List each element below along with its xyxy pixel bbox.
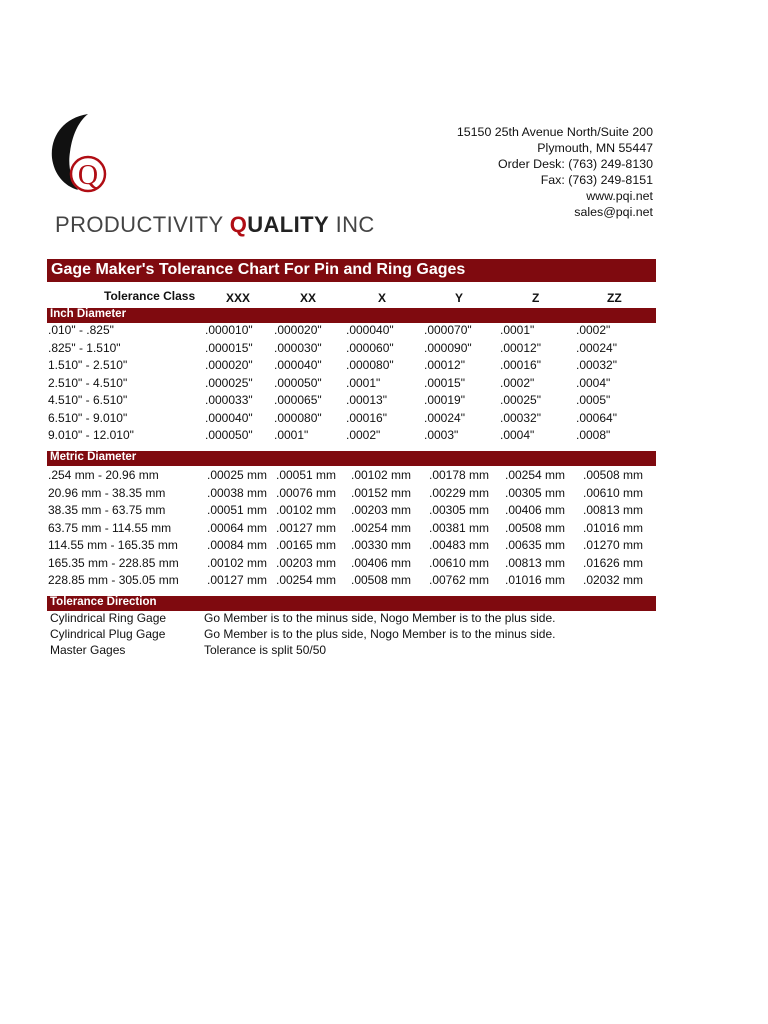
direction-text: Go Member is to the plus side, Nogo Member is to the minus side.: [204, 627, 556, 641]
range-cell: 9.010" - 12.010": [48, 428, 134, 442]
direction-row: [0, 627, 768, 643]
tolerance-cell: .00406 mm: [505, 503, 566, 517]
class-xxx: XXX: [226, 291, 251, 305]
tolerance-cell: .00084 mm: [207, 538, 268, 552]
page-title: Gage Maker's Tolerance Chart For Pin and Ring Gages: [51, 261, 466, 278]
table-row: [0, 428, 768, 445]
range-cell: 4.510" - 6.510": [48, 393, 128, 407]
tolerance-cell: .00203 mm: [276, 555, 337, 570]
tolerance-cell: .00178 mm: [429, 468, 490, 482]
tolerance-cell: .000070": [424, 323, 472, 337]
address-block: [457, 124, 653, 220]
tolerance-cell: .00012": [424, 358, 465, 372]
tolerance-cell: .00229 mm: [429, 485, 490, 500]
direction-text: Go Member is to the minus side, Nogo Member is to the plus side.: [204, 611, 556, 625]
tolerance-class-label: Tolerance Class: [104, 289, 196, 303]
inch-diameter-heading: Inch Diameter: [50, 308, 127, 320]
table-row: [0, 503, 768, 520]
table-row: [0, 411, 768, 428]
tolerance-cell: .00254 mm: [351, 520, 412, 535]
address-street: 15150 25th Avenue North/Suite 200: [456, 125, 653, 139]
tolerance-cell: .01270 mm: [583, 538, 644, 552]
tolerance-cell: .00254 mm: [276, 573, 337, 587]
tolerance-direction-heading: Tolerance Direction: [50, 596, 157, 608]
tolerance-direction-bar: [47, 596, 656, 611]
tolerance-cell: .00406 mm: [351, 555, 412, 570]
range-cell: 63.75 mm - 114.55 mm: [48, 520, 172, 535]
gage-type-label: Cylindrical Ring Gage: [50, 611, 167, 625]
inch-diameter-bar: [47, 308, 656, 323]
gage-type-label: Master Gages: [50, 643, 126, 657]
tolerance-cell: .0005": [576, 393, 611, 407]
direction-row: [0, 643, 768, 659]
range-cell: .010" - .825": [48, 323, 114, 337]
tolerance-cell: .00025 mm: [207, 468, 268, 482]
tolerance-cell: .00025": [500, 393, 541, 407]
table-row: [0, 573, 768, 590]
tolerance-cell: .00127 mm: [207, 573, 268, 587]
class-xx: XX: [300, 291, 317, 305]
tolerance-cell: .0001": [346, 375, 381, 390]
company-name: [55, 212, 375, 238]
range-cell: 2.510" - 4.510": [48, 375, 128, 390]
tolerance-cell: .00508 mm: [351, 573, 412, 587]
tolerance-cell: .02032 mm: [583, 573, 644, 587]
tolerance-cell: .00610 mm: [429, 555, 490, 570]
tolerance-cell: .0004": [500, 428, 535, 442]
table-row: [0, 341, 768, 358]
tolerance-cell: .000040": [205, 410, 253, 425]
table-row: [0, 393, 768, 410]
company-name-part1: PRODUCTIVITY: [55, 212, 230, 237]
tolerance-cell: .00762 mm: [429, 573, 490, 587]
class-y: Y: [455, 291, 464, 305]
company-name-part2: UALITY: [247, 212, 330, 237]
tolerance-cell: .00165 mm: [276, 538, 337, 552]
tolerance-cell: .00076 mm: [276, 485, 337, 500]
tolerance-cell: .00152 mm: [351, 485, 412, 500]
tolerance-cell: .00051 mm: [276, 468, 337, 482]
gage-type-label: Cylindrical Plug Gage: [50, 627, 166, 641]
tolerance-cell: .00038 mm: [207, 485, 268, 500]
tolerance-cell: .000050": [274, 375, 322, 390]
tolerance-cell: .00102 mm: [351, 468, 412, 482]
tolerance-cell: .000030": [274, 340, 322, 355]
tolerance-cell: .00813 mm: [505, 555, 566, 570]
tolerance-cell: .00032": [576, 358, 617, 372]
tolerance-cell: .0001": [500, 323, 535, 337]
tolerance-cell: .000010": [205, 323, 253, 337]
tolerance-cell: .0004": [576, 375, 611, 390]
range-cell: 165.35 mm - 228.85 mm: [48, 555, 179, 570]
tolerance-cell: .00102 mm: [207, 555, 268, 570]
email-link[interactable]: sales@pqi.net: [574, 205, 653, 219]
tolerance-cell: .00254 mm: [505, 468, 566, 482]
range-cell: 114.55 mm - 165.35 mm: [48, 538, 178, 552]
tolerance-cell: .00013": [346, 393, 387, 407]
direction-row: [0, 611, 768, 627]
title-bar: [47, 259, 656, 282]
tolerance-cell: .00051 mm: [207, 503, 268, 517]
tolerance-cell: .00024": [576, 340, 617, 355]
range-cell: 1.510" - 2.510": [48, 358, 128, 372]
tolerance-cell: .00330 mm: [351, 538, 412, 552]
tolerance-cell: .000015": [205, 340, 253, 355]
table-row: [0, 323, 768, 340]
table-row: [0, 358, 768, 375]
range-cell: 6.510" - 9.010": [48, 410, 128, 425]
tolerance-cell: .00016": [500, 358, 541, 372]
table-row: [0, 376, 768, 393]
tolerance-cell: .00381 mm: [429, 520, 490, 535]
tolerance-cell: .00305 mm: [505, 485, 566, 500]
tolerance-cell: .000033": [205, 393, 253, 407]
tolerance-class-header: [0, 289, 768, 307]
tolerance-cell: .00610 mm: [583, 485, 644, 500]
class-x: X: [378, 291, 387, 305]
tolerance-cell: .000080": [274, 410, 322, 425]
tolerance-cell: .0002": [346, 428, 381, 442]
table-row: [0, 468, 768, 485]
tolerance-cell: .000020": [274, 323, 322, 337]
tolerance-cell: .000020": [205, 358, 253, 372]
tolerance-cell: .00813 mm: [583, 503, 644, 517]
logo-q-letter: Q: [77, 160, 99, 191]
tolerance-cell: .000080": [346, 358, 394, 372]
tolerance-cell: .000040": [346, 323, 394, 337]
company-name-part3: INC: [329, 212, 375, 237]
class-zz: ZZ: [607, 291, 622, 305]
range-cell: 38.35 mm - 63.75 mm: [48, 503, 166, 517]
tolerance-cell: .0003": [424, 428, 459, 442]
tolerance-cell: .0008": [576, 428, 611, 442]
table-row: [0, 556, 768, 573]
tolerance-cell: .00508 mm: [583, 468, 644, 482]
order-desk-phone: Order Desk: (763) 249-8130: [498, 157, 653, 171]
tolerance-cell: .0001": [274, 428, 309, 442]
tolerance-cell: .00102 mm: [276, 503, 337, 517]
company-name-q: Q: [229, 212, 248, 237]
tolerance-cell: .000065": [274, 393, 322, 407]
tolerance-cell: .00012": [500, 340, 541, 355]
tolerance-cell: .01016 mm: [583, 520, 644, 535]
tolerance-cell: .000040": [274, 358, 322, 372]
pqi-logo: [48, 112, 120, 198]
tolerance-cell: .00064": [576, 410, 617, 425]
tolerance-cell: .000025": [205, 375, 253, 390]
website-link[interactable]: www.pqi.net: [586, 189, 653, 203]
tolerance-cell: .00483 mm: [429, 538, 490, 552]
tolerance-cell: .00203 mm: [351, 503, 412, 517]
table-row: [0, 486, 768, 503]
tolerance-cell: .0002": [500, 375, 535, 390]
class-z: Z: [532, 291, 540, 305]
direction-text: Tolerance is split 50/50: [204, 643, 327, 657]
tolerance-cell: .00064 mm: [207, 520, 268, 535]
table-row: [0, 538, 768, 555]
metric-diameter-bar: [47, 451, 656, 466]
tolerance-cell: .000060": [346, 340, 394, 355]
tolerance-cell: .00127 mm: [276, 520, 337, 535]
tolerance-cell: .01016 mm: [505, 573, 566, 587]
tolerance-cell: .00508 mm: [505, 520, 566, 535]
address-city: Plymouth, MN 55447: [537, 141, 653, 155]
fax-number: Fax: (763) 249-8151: [540, 173, 653, 187]
range-cell: 20.96 mm - 38.35 mm: [48, 485, 166, 500]
metric-diameter-heading: Metric Diameter: [50, 451, 137, 463]
tolerance-cell: .00016": [346, 410, 387, 425]
tolerance-cell: .00015": [424, 375, 465, 390]
tolerance-cell: .00019": [424, 393, 465, 407]
tolerance-cell: .00635 mm: [505, 538, 566, 552]
tolerance-cell: .00032": [500, 410, 541, 425]
range-cell: 228.85 mm - 305.05 mm: [48, 573, 179, 587]
tolerance-cell: .0002": [576, 323, 611, 337]
tolerance-cell: .00024": [424, 410, 465, 425]
tolerance-cell: .000090": [424, 340, 472, 355]
range-cell: .825" - 1.510": [48, 340, 121, 355]
tolerance-cell: .000050": [205, 428, 253, 442]
tolerance-cell: .01626 mm: [583, 555, 644, 570]
range-cell: .254 mm - 20.96 mm: [48, 468, 159, 482]
table-row: [0, 521, 768, 538]
tolerance-cell: .00305 mm: [429, 503, 490, 517]
